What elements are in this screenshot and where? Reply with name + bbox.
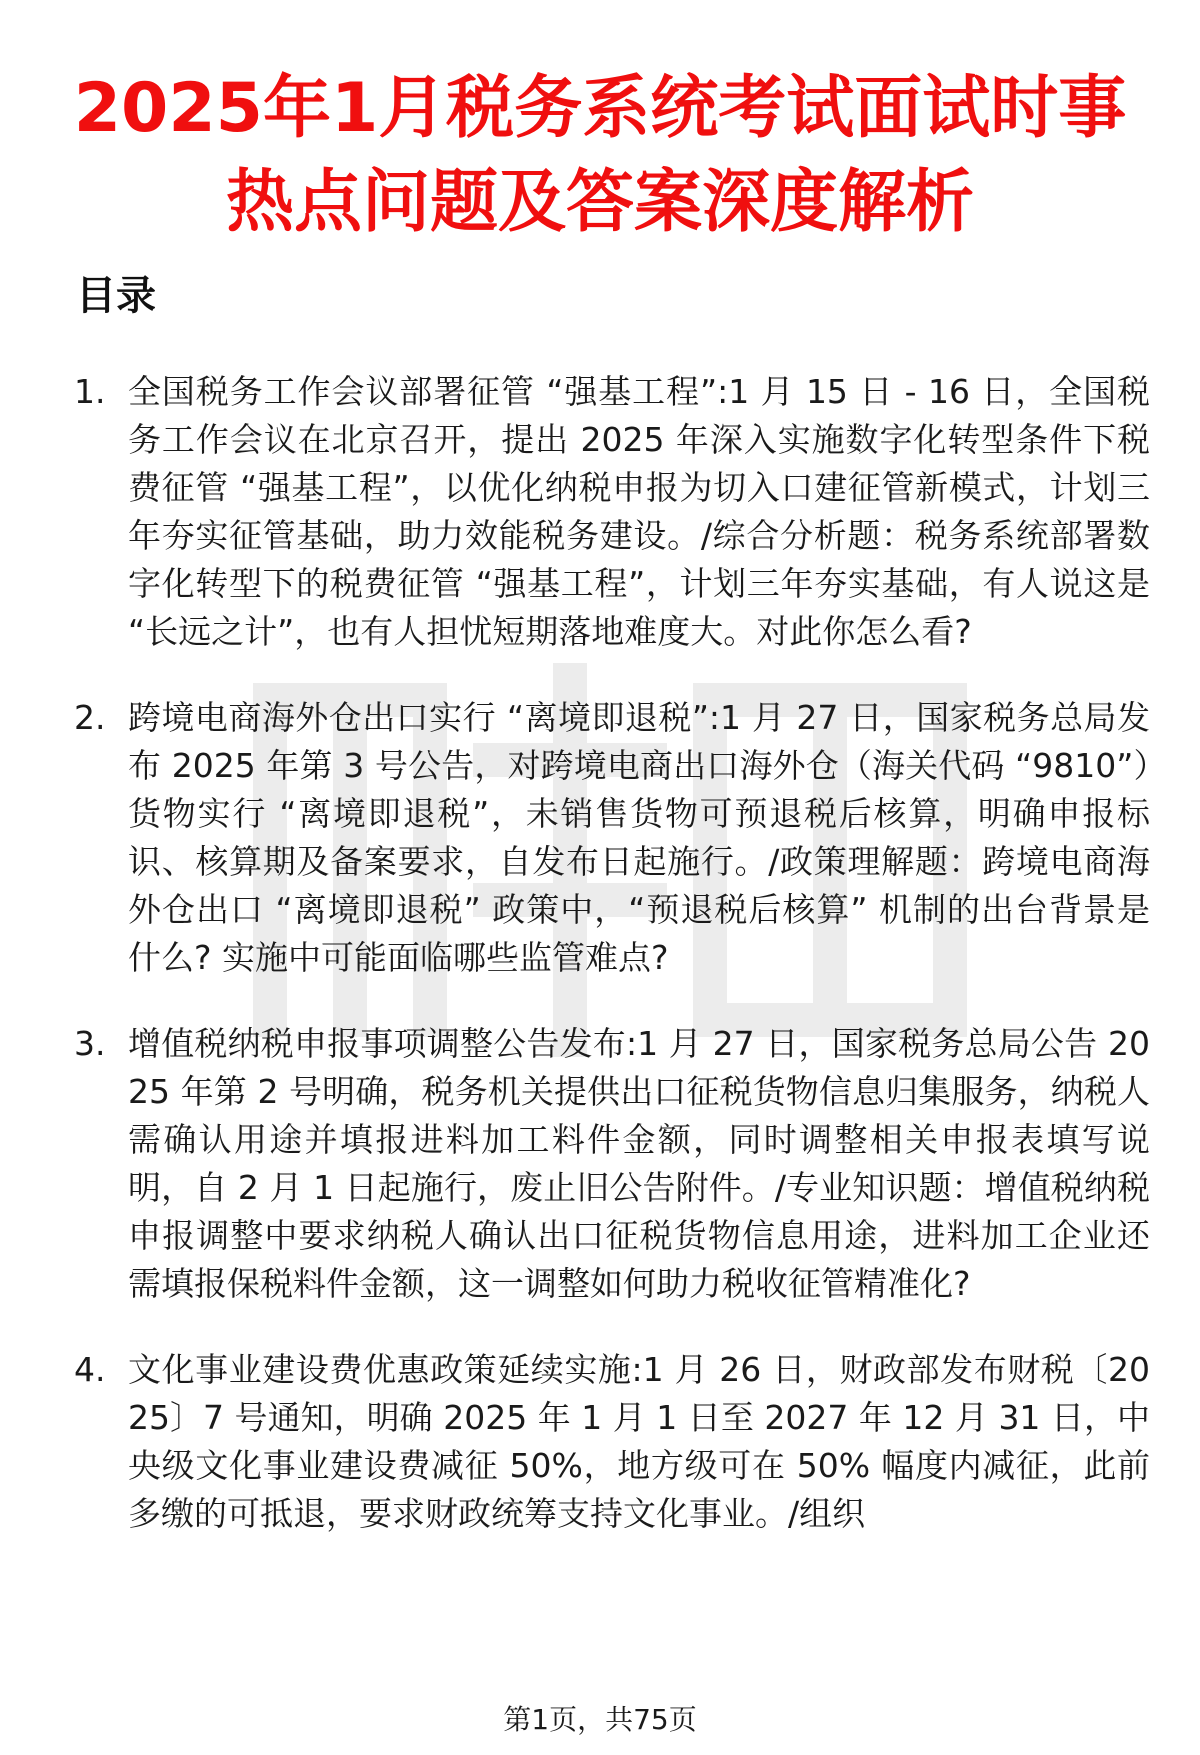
list-item [0,1346,1200,1538]
item-number: 3. [74,1024,106,1063]
document-title [40,62,1160,250]
item-text: 跨境电商海外仓出口实行 “离境即退税”:1 月 27 日，国家税务总局发布 2025 年第 3 号公告，对跨境电商出口海外仓（海关代码 “9810”）货物实行 “离境即退税”，未销售货物可预退税后核算，明确申报标识、核算期及备案要求，自发布日起施行。/政策理解题：跨境电商海外仓出口 “离境即退税” 政策中，“预退税后核算” 机制的出台背景是什么? 实施中可能面临哪些监管难点? [128,698,1150,977]
list-item [0,1020,1200,1308]
toc-list [0,368,1200,1576]
item-number: 4. [74,1350,106,1389]
item-number: 1. [74,372,106,411]
item-number: 2. [74,698,106,737]
list-item [0,368,1200,656]
title-line-1: 2025年1月税务系统考试面试时事 [73,69,1127,148]
item-text: 文化事业建设费优惠政策延续实施:1 月 26 日，财政部发布财税〔2025〕7 号通知，明确 2025 年 1 月 1 日至 2027 年 12 月 31 日，中央级文化事业建设费减征 50%，地方级可在 50% 幅度内减征，此前多缴的可抵退，要求财政统筹支持文化事业。/组织 [128,1350,1150,1533]
title-line-2: 热点问题及答案深度解析 [225,163,974,242]
page-footer: 第1页，共75页 [503,1703,697,1736]
list-item [0,694,1200,982]
item-text: 增值税纳税申报事项调整公告发布:1 月 27 日，国家税务总局公告 2025 年第 2 号明确，税务机关提供出口征税货物信息归集服务，纳税人需确认用途并填报进料加工料件金额，同时调整相关申报表填写说明，自 2 月 1 日起施行，废止旧公告附件。/专业知识题：增值税纳税申报调整中要求纳税人确认出口征税货物信息用途，进料加工企业还需填报保税料件金额，这一调整如何助力税收征管精准化? [128,1024,1150,1303]
toc-heading: 目录 [76,273,156,319]
item-text: 全国税务工作会议部署征管 “强基工程”:1 月 15 日 - 16 日，全国税务工作会议在北京召开，提出 2025 年深入实施数字化转型条件下税费征管 “强基工程”，以优化纳税申报为切入口建征管新模式，计划三年夯实征管基础，助力效能税务建设。/综合分析题：税务系统部署数字化转型下的税费征管 “强基工程”，计划三年夯实基础，有人说这是 “长远之计”，也有人担忧短期落地难度大。对此你怎么看? [128,372,1150,651]
